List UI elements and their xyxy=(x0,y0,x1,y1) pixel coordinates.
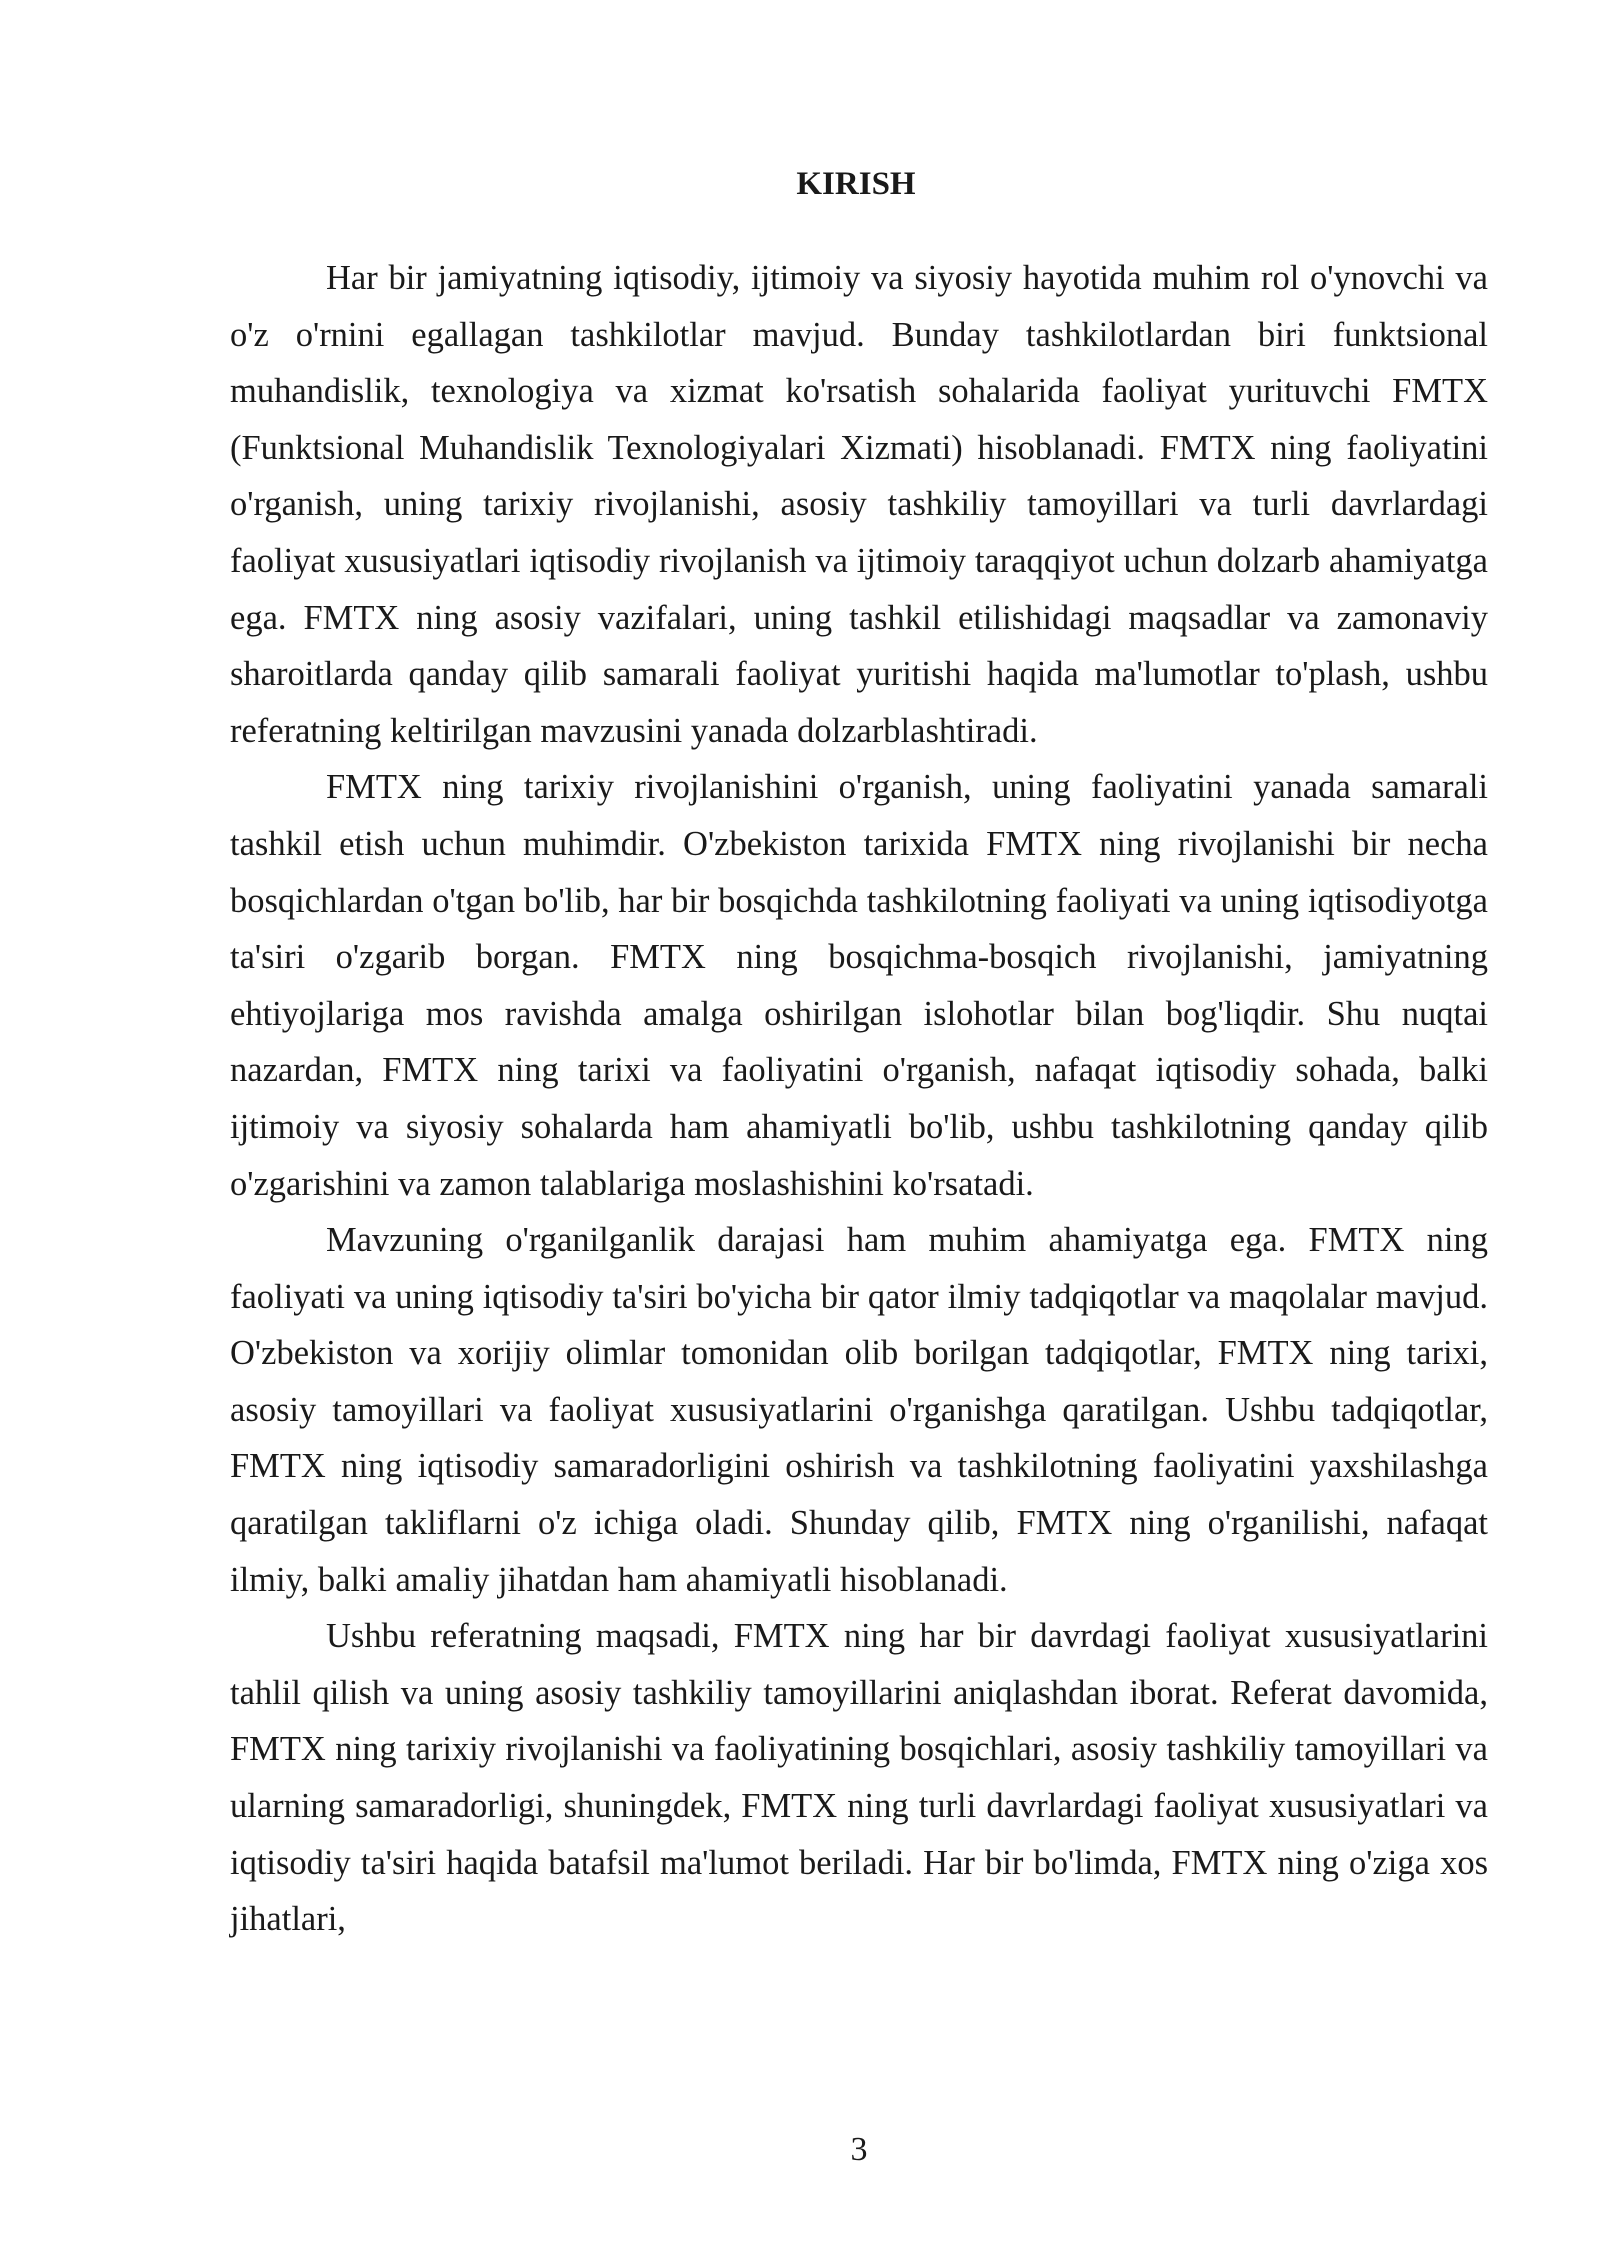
paragraph-3: Mavzuning o'rganilganlik darajasi ham muhim ahamiyatga ega. FMTX ning faoliyati va uning iqtisodiy ta'siri bo'yicha bir qator ilmiy tadqiqotlar va maqolalar mavjud. O'zbekiston va xorijiy olimlar tomonidan olib borilgan tadqiqotlar, FMTX ning tarixi, asosiy tamoyillari va faoliyat xususiyatlarini o'rganishga qaratilgan. Ushbu tadqiqotlar, FMTX ning iqtisodiy samaradorligini oshirish va tashkilotning faoliyatini yaxshilashga qaratilgan takliflarni o'z ichiga oladi. Shunday qilib, FMTX ning o'rganilishi, nafaqat ilmiy, balki amaliy jihatdan ham ahamiyatli hisoblanadi. xyxy=(230,1221,1488,1599)
paragraph-2: FMTX ning tarixiy rivojlanishini o'rganish, uning faoliyatini yanada samarali tashkil etish uchun muhimdir. O'zbekiston tarixida FMTX ning rivojlanishi bir necha bosqichlardan o'tgan bo'lib, har bir bosqichda tashkilotning faoliyati va uning iqtisodiyotga ta'siri o'zgarib borgan. FMTX ning bosqichma-bosqich rivojlanishi, jamiyatning ehtiyojlariga mos ravishda amalga oshirilgan islohotlar bilan bog'liqdir. Shu nuqtai nazardan, FMTX ning tarixi va faoliyatini o'rganish, nafaqat iqtisodiy sohada, balki ijtimoiy va siyosiy sohalarda ham ahamiyatli bo'lib, ushbu tashkilotning qanday qilib o'zgarishini va zamon talablariga moslashishini ko'rsatadi. xyxy=(230,768,1488,1203)
page-heading: KIRISH xyxy=(796,166,916,202)
page-number: 3 xyxy=(850,2131,868,2168)
paragraph-4: Ushbu referatning maqsadi, FMTX ning har bir davrdagi faoliyat xususiyatlarini tahlil qilish va uning asosiy tashkiliy tamoyillarini aniqlashdan iborat. Referat davomida, FMTX ning tarixiy rivojlanishi va faoliyatining bosqichlari, asosiy tashkiliy tamoyillari va ularning samaradorligi, shuningdek, FMTX ning turli davrlardagi faoliyat xususiyatlari va iqtisodiy ta'siri haqida batafsil ma'lumot beriladi. Har bir bo'limda, FMTX ning o'ziga xos jihatlari, xyxy=(230,1617,1488,1939)
paragraph-1: Har bir jamiyatning iqtisodiy, ijtimoiy va siyosiy hayotida muhim rol o'ynovchi va o'z o'rnini egallagan tashkilotlar mavjud. Bunday tashkilotlardan biri funktsional muhandislik, texnologiya va xizmat ko'rsatish sohalarida faoliyat yurituvchi FMTX (Funktsional Muhandislik Texnologiyalari Xizmati) hisoblanadi. FMTX ning faoliyatini o'rganish, uning tarixiy rivojlanishi, asosiy tashkiliy tamoyillari va turli davrlardagi faoliyat xususiyatlari iqtisodiy rivojlanish va ijtimoiy taraqqiyot uchun dolzarb ahamiyatga ega. FMTX ning asosiy vazifalari, uning tashkil etilishidagi maqsadlar va zamonaviy sharoitlarda qanday qilib samarali faoliyat yuritishi haqida ma'lumotlar to'plash, ushbu referatning keltirilgan mavzusini yanada dolzarblashtiradi. xyxy=(230,259,1488,750)
document-body xyxy=(230,250,1488,1948)
